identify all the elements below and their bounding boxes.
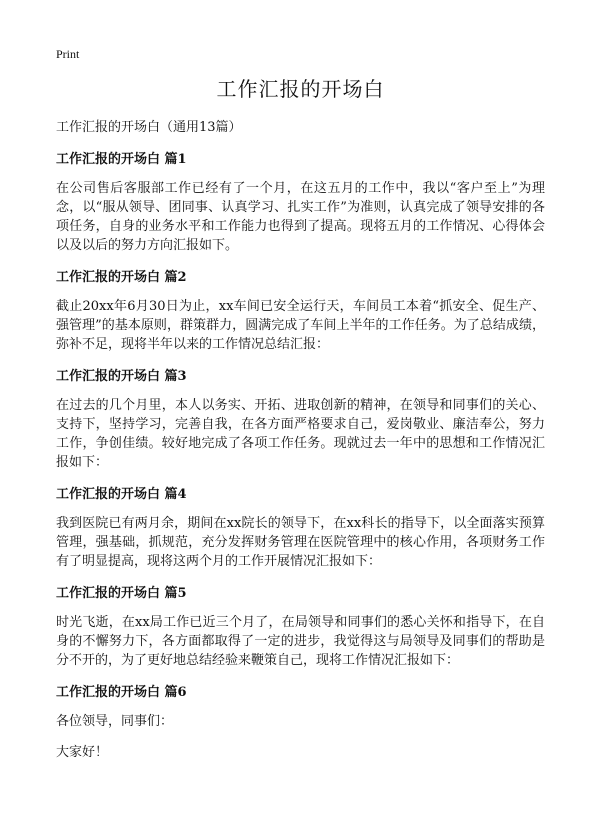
- section-2: [56, 268, 545, 354]
- section-4: [56, 485, 545, 571]
- section-heading: 工作汇报的开场白 篇1: [56, 152, 187, 167]
- section-paragraph: 时光飞逝，在xx局工作已近三个月了，在局领导和同事们的悉心关怀和指导下，在自身的不懈努力下，各方面都取得了一定的进步，我觉得这与局领导及同事们的帮助是分不开的，为了更好地总结经验来鞭策自己，现将工作情况汇报如下：: [56, 615, 545, 668]
- section-paragraph: 在公司售后客服部工作已经有了一个月，在这五月的工作中，我以“客户至上”为理念，以“服从领导、团同事、认真学习、扎实工作”为准则，认真完成了领导安排的各项任务，自身的业务水平和工作能力也得到了提高。现将五月的工作情况、心得体会以及以后的努力方向汇报如下。: [56, 181, 545, 253]
- section-heading: 工作汇报的开场白 篇4: [56, 487, 187, 502]
- section-5: [56, 584, 545, 670]
- section-paragraph: 我到医院已有两月余，期间在xx院长的领导下，在xx科长的指导下，以全面落实预算管理，强基础，抓规范，充分发挥财务管理在医院管理中的核心作用，各项财务工作有了明显提高，现将这两个月的工作开展情况汇报如下：: [56, 516, 545, 569]
- section-paragraph: 在过去的几个月里，本人以务实、开拓、进取创新的精神，在领导和同事们的关心、支持下，坚持学习，完善自我，在各方面严格要求自己，爱岗敬业、廉洁奉公，努力工作，争创佳绩。较好地完成了各项工作任务。现就过去一年中的思想和工作情况汇报如下：: [56, 398, 545, 470]
- section-heading: 工作汇报的开场白 篇5: [56, 586, 187, 601]
- document-subtitle: 工作汇报的开场白（通用13篇）: [56, 120, 242, 135]
- section-heading: 工作汇报的开场白 篇6: [56, 685, 187, 700]
- section-heading: 工作汇报的开场白 篇3: [56, 369, 187, 384]
- section-6: [56, 683, 545, 762]
- section-paragraph: 截止20xx年6月30日为止，xx车间已安全运行天，车间员工本着“抓安全、促生产、强管理”的基本原则，群策群力，圆满完成了车间上半年的工作任务。为了总结成绩，弥补不足，现将半年以来的工作情况总结汇报：: [56, 299, 545, 352]
- greeting-line: 大家好！: [56, 745, 109, 760]
- page-title: 工作汇报的开场白: [216, 77, 385, 101]
- section-1: [56, 150, 545, 255]
- section-heading: 工作汇报的开场白 篇2: [56, 270, 187, 285]
- section-3: [56, 367, 545, 472]
- print-label: Print: [56, 47, 80, 61]
- greeting-line: 各位领导，同事们：: [56, 714, 174, 729]
